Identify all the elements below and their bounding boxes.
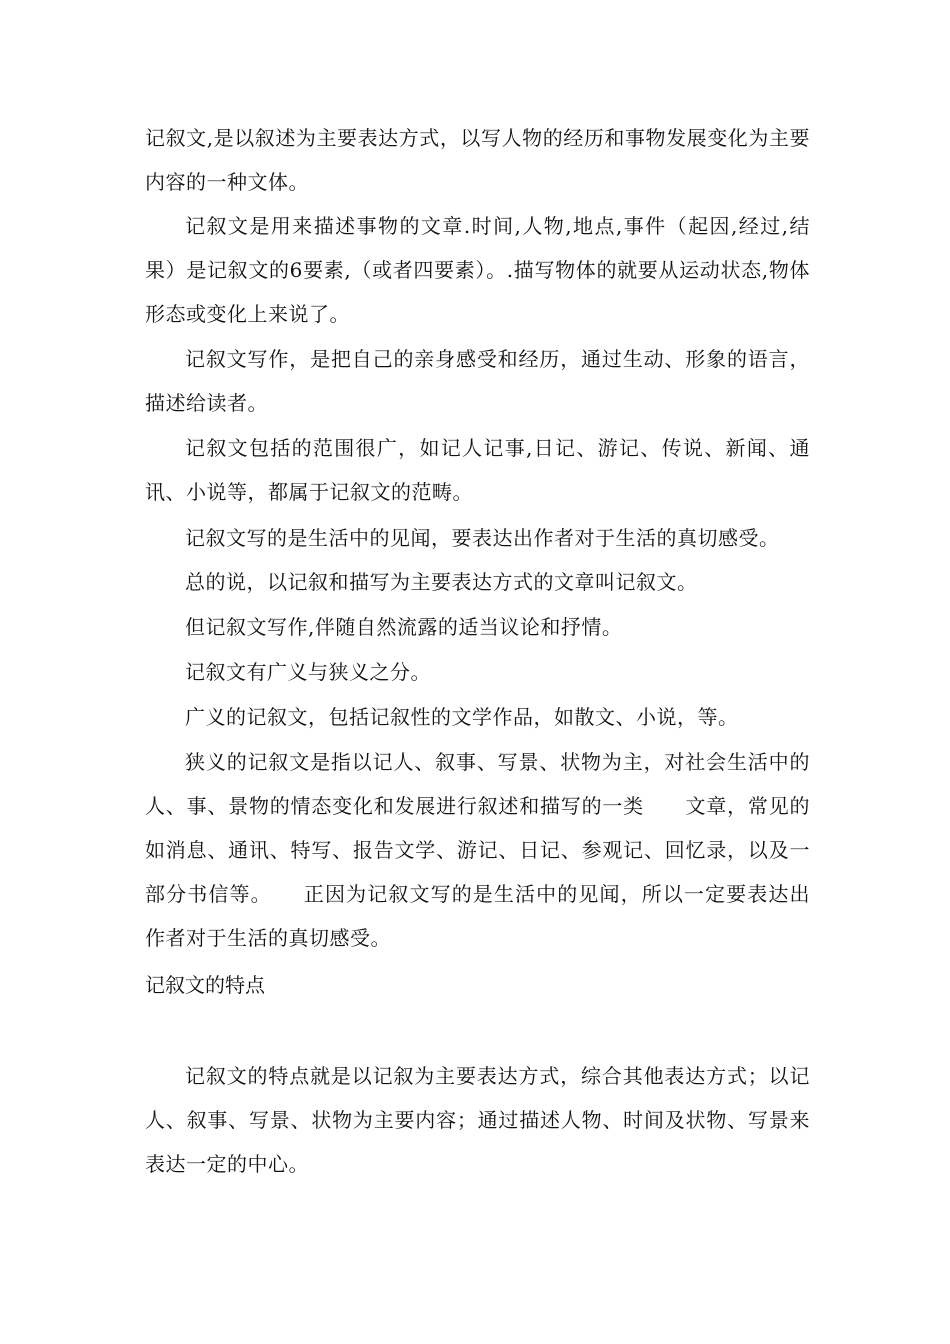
paragraph-writing: 记叙文写作，是把自己的亲身感受和经历，通过生动、形象的语言，描述给读者。 (145, 347, 810, 415)
paragraph-expression: 但记叙文写作,伴随自然流露的适当议论和抒情。 (185, 615, 623, 639)
section-heading: 记叙文的特点 (145, 973, 265, 997)
paragraph-characteristics: 记叙文的特点就是以记叙为主要表达方式，综合其他表达方式；以记人、叙事、写景、状物为主要内容；通过描述人物、时间及状物、写景来表达一定的中心。 (145, 1064, 810, 1176)
paragraph-types: 记叙文有广义与狭义之分。 (185, 660, 431, 684)
paragraph-content: 记叙文写的是生活中的见闻，要表达出作者对于生活的真切感受。 (185, 526, 780, 550)
paragraph-broad: 广义的记叙文，包括记叙性的文学作品，如散文、小说，等。 (185, 705, 739, 729)
paragraph-elements: 记叙文是用来描述事物的文章.时间,人物,地点,事件（起因,经过,结果）是记叙文的6要素,（或者四要素）。.描写物体的就要从运动状态,物体形态或变化上来说了。 (145, 214, 810, 326)
paragraph-narrow: 狭义的记叙文是指以记人、叙事、写景、状物为主，对社会生活中的人、事、景物的情态变化和发展进行叙述和描写的一类 文章，常见的如消息、通讯、特写、报告文学、游记、日记、参观记、回忆录，以及一部分书信等。 正因为记叙文写的是生活中的见闻，所以一定要表达出作者对于生活的真切感受。 (145, 750, 810, 950)
paragraph-scope: 记叙文包括的范围很广，如记人记事,日记、游记、传说、新闻、通讯、小说等，都属于记叙文的范畴。 (145, 436, 810, 504)
paragraph-summary: 总的说，以记叙和描写为主要表达方式的文章叫记叙文。 (185, 570, 698, 594)
paragraph-definition: 记叙文,是以叙述为主要表达方式，以写人物的经历和事物发展变化为主要内容的一种文体。 (145, 126, 810, 194)
